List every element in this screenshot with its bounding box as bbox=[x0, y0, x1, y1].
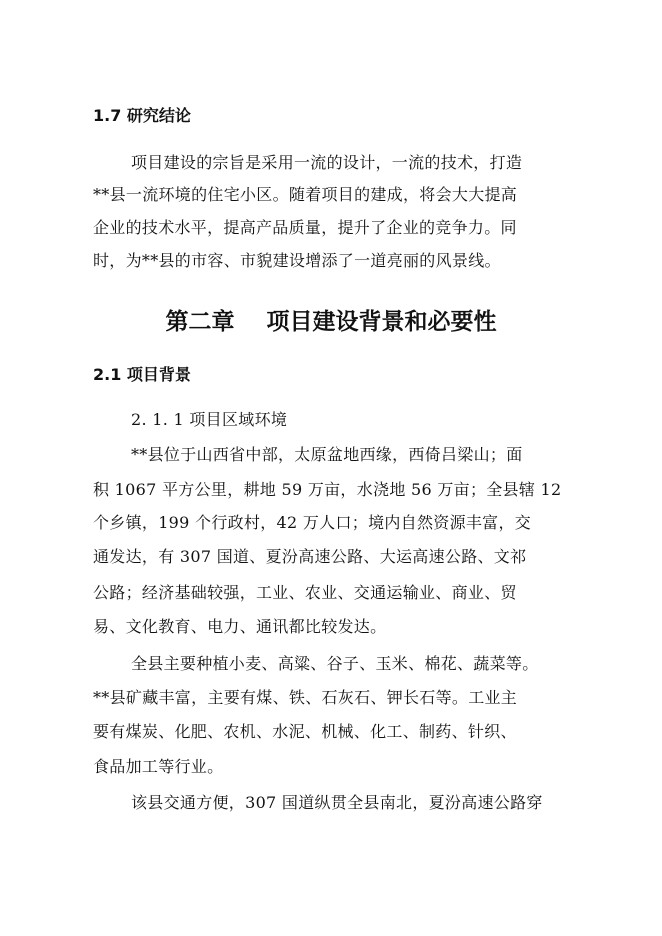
paragraph-line: 通发达，有 307 国道、夏汾高速公路、大运高速公路、文祁 bbox=[93, 547, 527, 566]
paragraph-line: **县一流环境的住宅小区。随着项目的建成，将会大大提高 bbox=[93, 185, 518, 204]
section-heading-1-7: 1.7 研究结论 bbox=[93, 106, 191, 125]
paragraph-line: 该县交通方便，307 国道纵贯全县南北，夏汾高速公路穿 bbox=[131, 793, 543, 812]
paragraph-line: 个乡镇，199 个行政村，42 万人口；境内自然资源丰富，交 bbox=[93, 513, 532, 532]
paragraph-line: 易、文化教育、电力、通讯都比较发达。 bbox=[93, 617, 387, 636]
paragraph-line: **县矿藏丰富，主要有煤、铁、石灰石、钾长石等。工业主 bbox=[93, 688, 518, 707]
paragraph-line: 全县主要种植小麦、高粱、谷子、玉米、棉花、蔬菜等。 bbox=[131, 654, 539, 673]
section-heading-2-1: 2.1 项目背景 bbox=[93, 365, 191, 384]
paragraph-line: 食品加工等行业。 bbox=[93, 757, 224, 776]
paragraph-line: 公路；经济基础较强，工业、农业、交通运输业、商业、贸 bbox=[93, 583, 517, 602]
paragraph-line: 企业的技术水平，提高产品质量，提升了企业的竞争力。同 bbox=[93, 218, 517, 237]
subsection-heading-2-1-1: 2. 1. 1 项目区域环境 bbox=[131, 410, 288, 429]
chapter-title: 第二章 项目建设背景和必要性 bbox=[165, 309, 497, 335]
paragraph-line: 时，为**县的市容、市貌建设增添了一道亮丽的风景线。 bbox=[93, 251, 501, 270]
paragraph-line: **县位于山西省中部，太原盆地西缘，西倚吕梁山；面 bbox=[131, 445, 523, 464]
paragraph-line: 积 1067 平方公里，耕地 59 万亩，水浇地 56 万亩；全县辖 12 bbox=[93, 480, 562, 499]
paragraph-line: 项目建设的宗旨是采用一流的设计，一流的技术，打造 bbox=[131, 153, 523, 172]
paragraph-line: 要有煤炭、化肥、农机、水泥、机械、化工、制药、针织、 bbox=[93, 722, 517, 741]
